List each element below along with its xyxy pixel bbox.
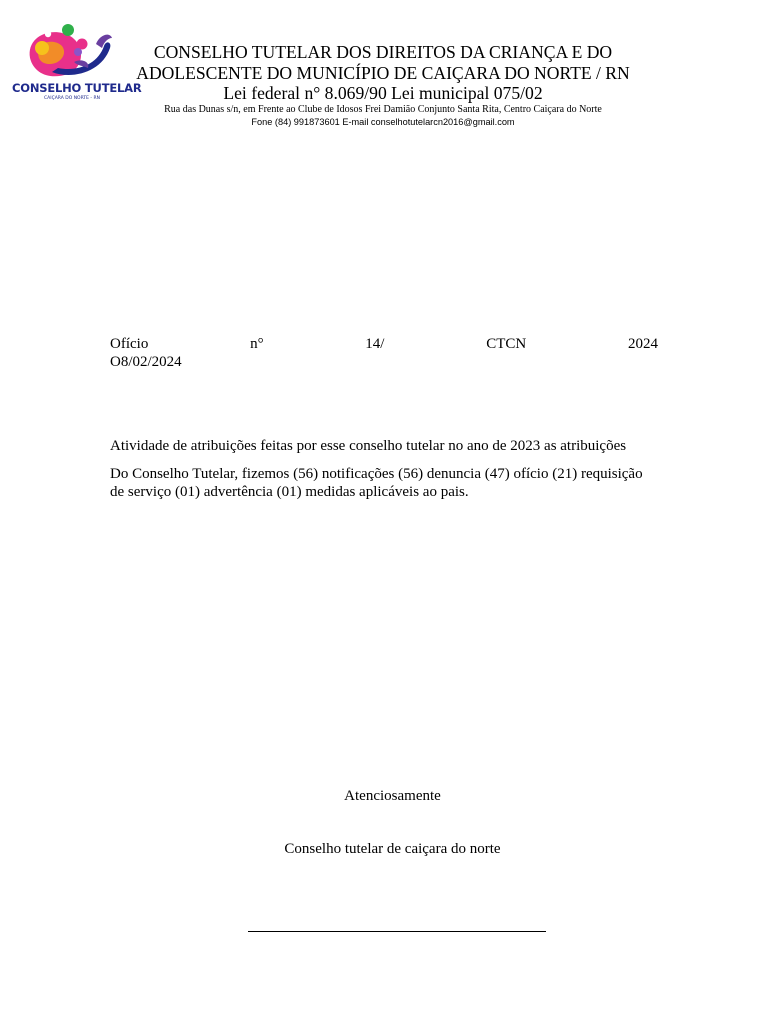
- header-address: Rua das Dunas s/n, em Frente ao Clube de Idosos Frei Damião Conjunto Santa Rita, Centro Caiçara do Norte: [164, 103, 602, 115]
- header-title-line-2: ADOLESCENTE DO MUNICÍPIO DE CAIÇARA DO NORTE / RN: [136, 62, 630, 83]
- reference-word: CTCN: [486, 336, 527, 352]
- logo-name: CONSELHO TUTELAR: [12, 81, 142, 95]
- reference-word: 14/: [365, 336, 385, 352]
- council-logo: [12, 22, 142, 102]
- signature-line: [248, 931, 546, 932]
- reference-word: 2024: [627, 336, 658, 352]
- body-paragraph-1: Atividade de atribuições feitas por esse conselho tutelar no ano de 2023 as atribuições: [110, 438, 627, 454]
- document-reference: [110, 335, 658, 353]
- signer-name: Conselho tutelar de caiçara do norte: [284, 841, 501, 857]
- reference-word: Ofício: [110, 336, 149, 352]
- header-law-reference: Lei federal n° 8.069/90 Lei municipal 075/02: [223, 83, 543, 103]
- closing-salutation: Atenciosamente: [344, 788, 441, 804]
- logo-subtitle: CAIÇARA DO NORTE - RN: [44, 96, 100, 101]
- letterhead: [120, 42, 646, 128]
- reference-word: n°: [250, 336, 264, 352]
- body-paragraph-2: Do Conselho Tutelar, fizemos (56) notificações (56) denuncia (47) ofício (21) requisição de serviço (01) advertência (01) medidas aplicáveis ao pais.: [110, 466, 643, 500]
- document-date: O8/02/2024: [110, 354, 182, 370]
- header-contact: Fone (84) 991873601 E-mail conselhotutelarcn2016@gmail.com: [251, 116, 515, 127]
- header-title-line-1: CONSELHO TUTELAR DOS DIREITOS DA CRIANÇA E DO: [153, 42, 613, 62]
- council-logo-emblem-icon: [12, 22, 132, 82]
